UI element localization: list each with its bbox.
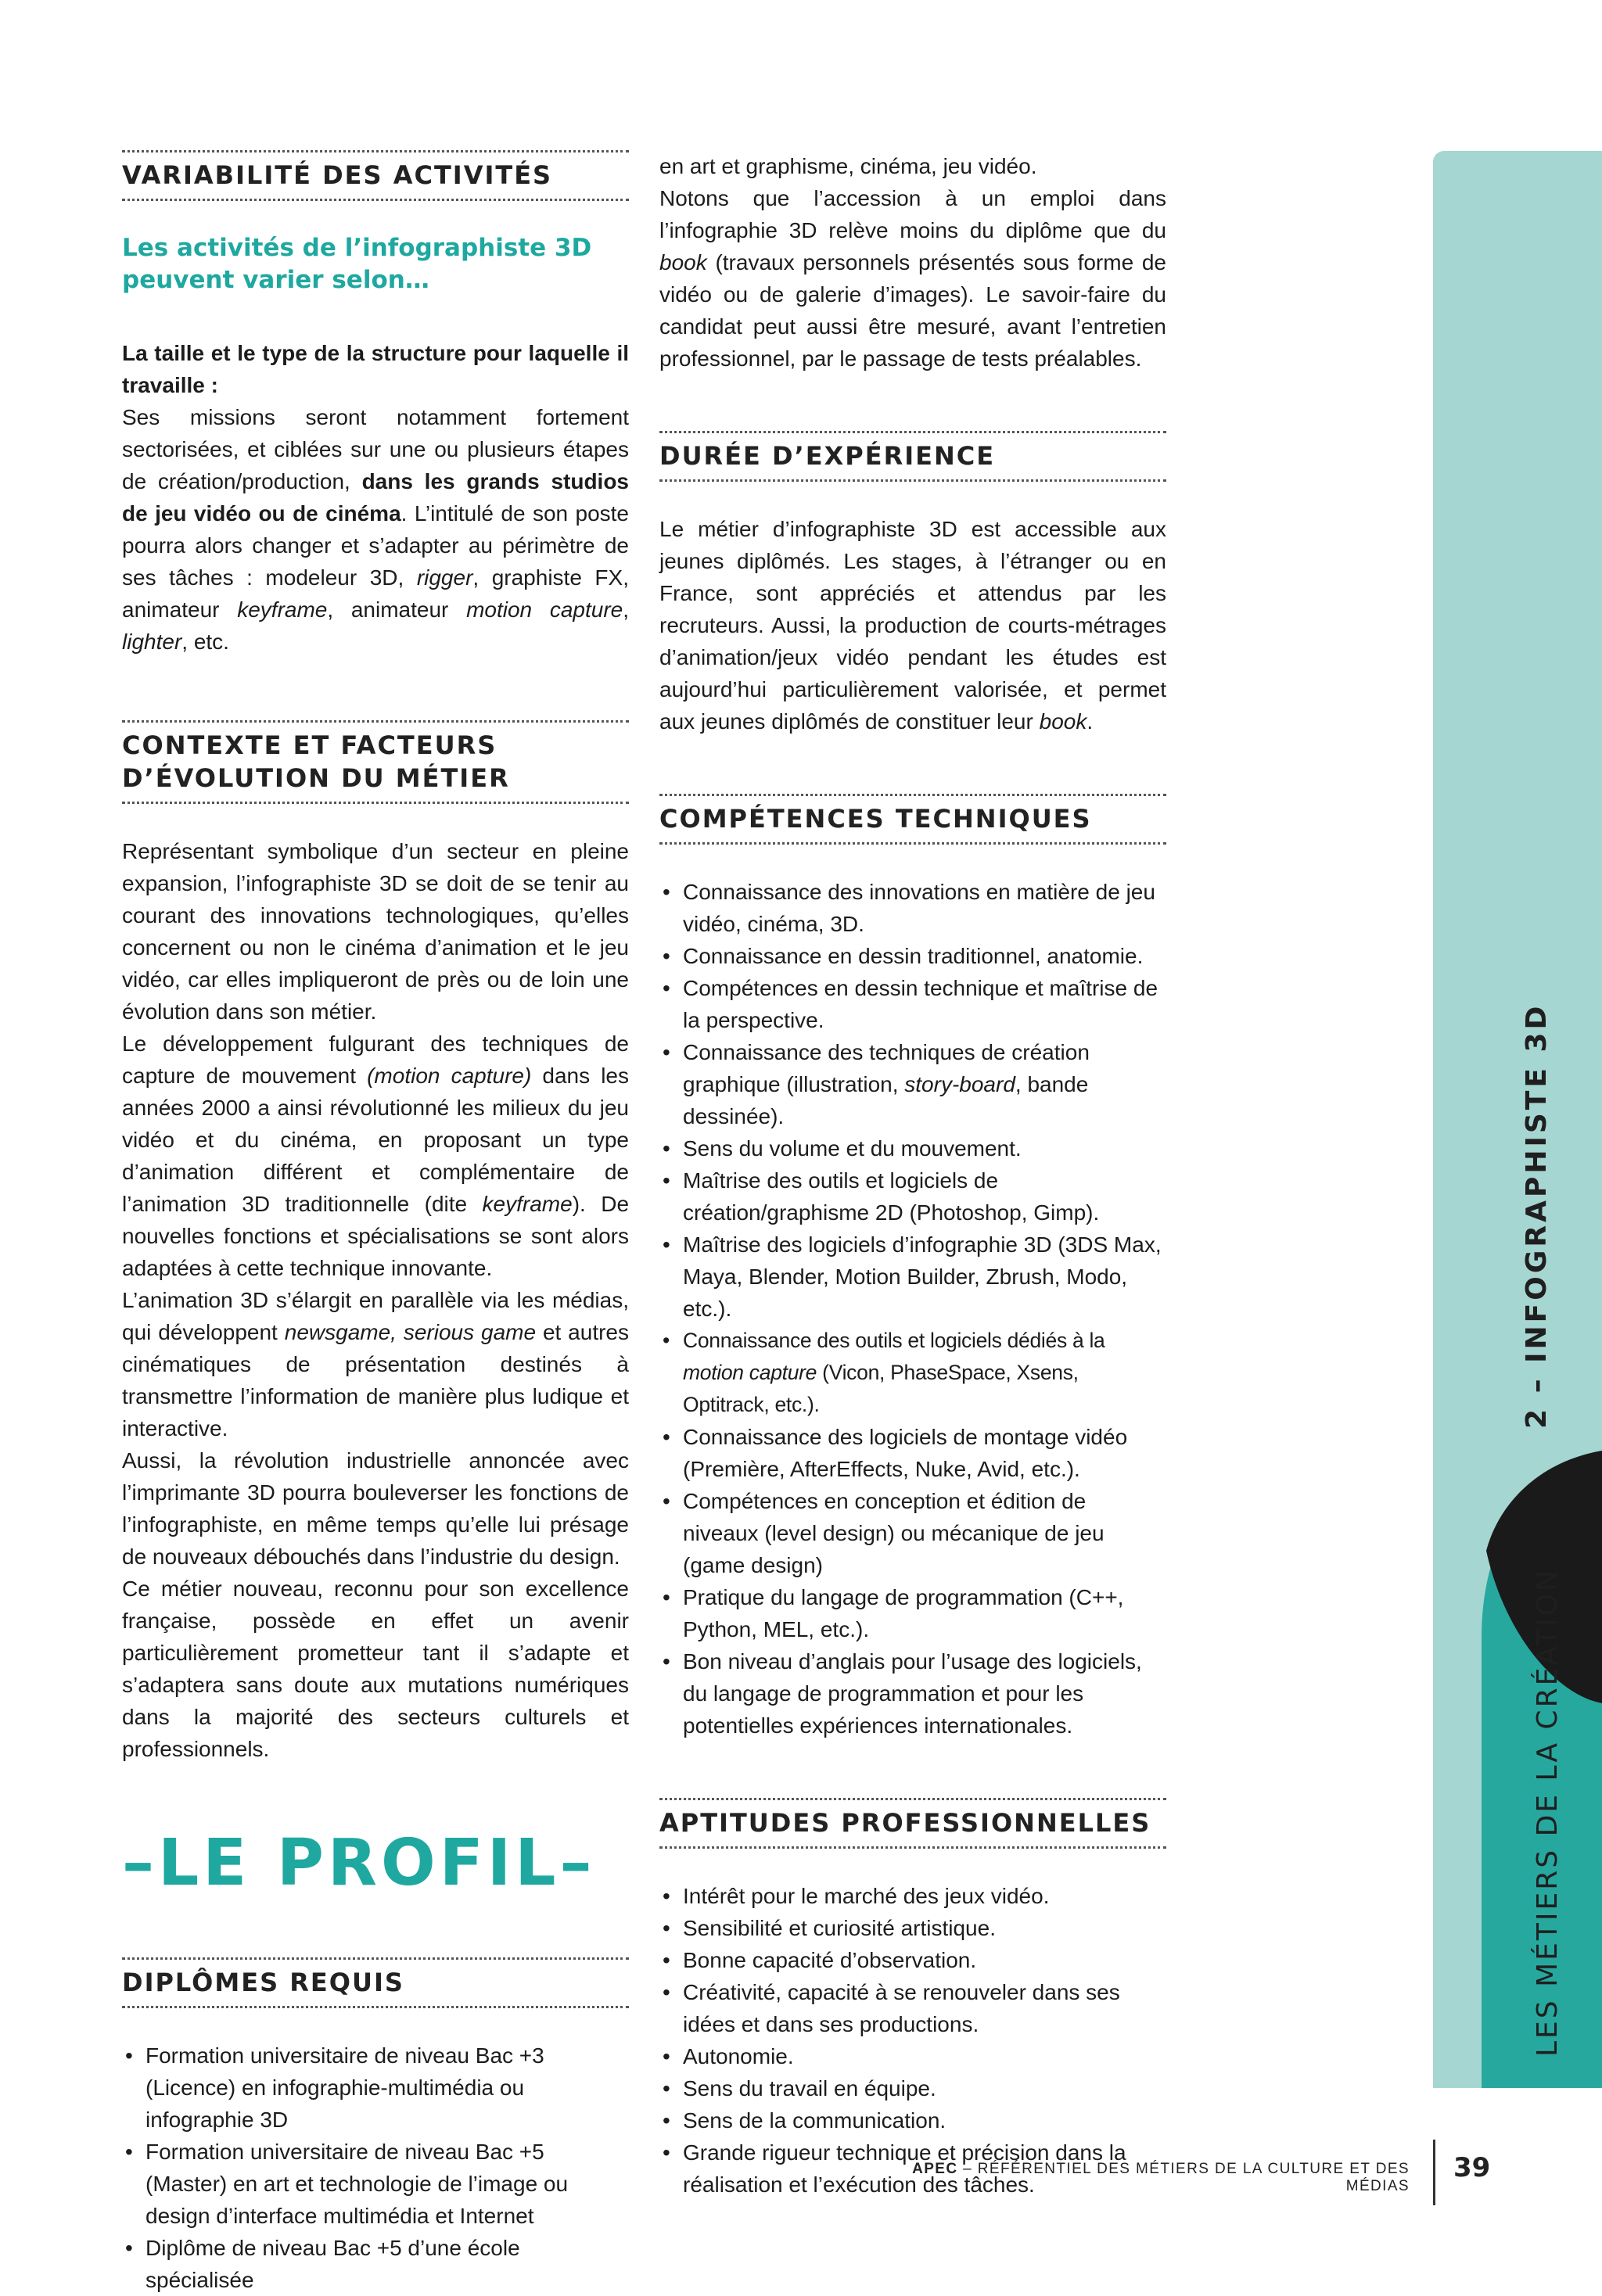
section-title-competences: COMPÉTENCES TECHNIQUES	[659, 794, 1166, 845]
list-item: • Connaissance des logiciels de montage vidéo (Première, AfterEffects, Nuke, Avid, etc.).	[659, 1421, 1166, 1485]
structure-paragraph: Ses missions seront notamment fortement sectorisées, et ciblées sur une ou plusieurs étapes de création/production, dans les grands studios de jeu vidéo ou de cinéma. L’intitulé de son poste pourra alors changer et s’adapter au périmètre de ses tâches : modeleur 3D, rigger, graphiste FX, animateur keyframe, animateur motion capture, lighter, etc.	[122, 405, 629, 654]
list-item: • Formation universitaire de niveau Bac +3 (Licence) en infographie-multimédia ou infographie 3D	[122, 2039, 629, 2136]
contexte-paragraph-3: L’animation 3D s’élargit en parallèle via les médias, qui développent newsgame, serious game et autres cinématiques de présentation destinés à transmettre l’information de manière plus ludique et interactive.	[122, 1288, 630, 1440]
page-number: 39	[1453, 2152, 1491, 2183]
list-item: • Autonomie.	[659, 2040, 1166, 2072]
list-item: • Sens du volume et du mouvement.	[659, 1132, 1166, 1164]
list-item: • Connaissance des outils et logiciels dédiés à la motion capture (Vicon, PhaseSpace, Xsens, Optitrack, etc.).	[659, 1325, 1166, 1421]
contexte-paragraph-2: Le développement fulgurant des techniques de capture de mouvement (motion capture) dans les années 2000 a ainsi révolutionné les milieux du jeu vidéo et du cinéma, en proposant un type d’animation différent et complémentaire de l’animation 3D traditionnelle (dite keyframe). De nouvelles fonctions et spécialisations se sont alors adaptées à cette technique innovante.	[122, 1031, 630, 1280]
competences-list	[659, 876, 1166, 1742]
list-item: • Créativité, capacité à se renouveler dans ses idées et dans ses productions.	[659, 1976, 1166, 2040]
list-item: • Diplôme de niveau Bac +5 d’une école spécialisée	[122, 2232, 629, 2296]
footer-divider	[1433, 2140, 1435, 2205]
contexte-paragraph-4: Aussi, la révolution industrielle annoncée avec l’imprimante 3D pourra bouleverser les fonctions de l’infographiste, en même temps qu’elle lui présage de nouveaux débouchés dans l’industrie du design.	[122, 1448, 629, 1569]
list-item: • Intérêt pour le marché des jeux vidéo.	[659, 1880, 1166, 1912]
list-item: • Sensibilité et curiosité artistique.	[659, 1912, 1166, 1944]
list-item: • Maîtrise des outils et logiciels de création/graphisme 2D (Photoshop, Gimp).	[659, 1164, 1166, 1229]
list-item: • Sens de la communication.	[659, 2104, 1166, 2136]
list-item: • Connaissance en dessin traditionnel, anatomie.	[659, 940, 1166, 972]
duree-paragraph: Le métier d’infographiste 3D est accessible aux jeunes diplômés. Les stages, à l’étranger ou en France, sont appréciés et attendus par les recruteurs. Aussi, la production de courts-métrages d’animation/jeux vidéo pendant les études est aujourd’hui particulièrement valorisée, et permet aux jeunes diplômés de constituer leur book.	[659, 517, 1166, 734]
list-item: • Compétences en dessin technique et maîtrise de la perspective.	[659, 972, 1166, 1036]
structure-label: La taille et le type de la structure pour laquelle il travaille :	[122, 341, 629, 397]
list-item: • Grande rigueur technique et précision dans la réalisation et l’exécution des tâches.	[659, 2136, 1166, 2201]
right-column	[659, 150, 1166, 2201]
continuation-line: en art et graphisme, cinéma, jeu vidéo.	[659, 154, 1037, 178]
list-item: • Pratique du langage de programmation (C++, Python, MEL, etc.).	[659, 1581, 1166, 1645]
list-item: • Bon niveau d’anglais pour l’usage des logiciels, du langage de programmation et pour les potentielles expériences internationales.	[659, 1645, 1166, 1742]
section-title-variabilite: VARIABILITÉ DES ACTIVITÉS	[122, 150, 629, 201]
contexte-paragraph-1: Représentant symbolique d’un secteur en pleine expansion, l’infographiste 3D se doit de se tenir au courant des innovations technologiques, qu’elles concernent ou non le cinéma d’animation et le jeu vidéo, car elles impliqueront de près ou de loin une évolution dans son métier.	[122, 839, 629, 1024]
section-title-diplomes: DIPLÔMES REQUIS	[122, 1957, 629, 2008]
section-title-contexte: CONTEXTE ET FACTEURS D’ÉVOLUTION DU MÉTIER	[122, 720, 629, 804]
contexte-paragraph-5: Ce métier nouveau, reconnu pour son excellence française, possède en effet un avenir particulièrement prometteur tant il s’adapte et s’adaptera sans doute aux mutations numériques dans la majorité des secteurs culturels et professionnels.	[122, 1577, 629, 1761]
chapter-side-tab	[1433, 151, 1602, 2088]
chapter-label: 2 – INFOGRAPHISTE 3D	[1521, 1003, 1553, 1429]
list-item: • Connaissance des techniques de création graphique (illustration, story-board, bande dessinée).	[659, 1036, 1166, 1132]
list-item: • Connaissance des innovations en matière de jeu vidéo, cinéma, 3D.	[659, 876, 1166, 940]
profil-heading: –LE PROFIL–	[122, 1826, 596, 1900]
section-lead: Les activités de l’infographiste 3D peuvent varier selon…	[122, 234, 592, 294]
continuation-paragraph: Notons que l’accession à un emploi dans l’infographie 3D relève moins du diplôme que du book (travaux personnels présentés sous forme de vidéo ou de galerie d’images). Le savoir-faire du candidat peut aussi être mesuré, avant l’entretien professionnel, par le passage de tests préalables.	[659, 186, 1166, 371]
list-item: • Maîtrise des logiciels d’infographie 3D (3DS Max, Maya, Blender, Motion Builder, Zbrush, Modo, etc.).	[659, 1229, 1166, 1325]
list-item: • Bonne capacité d’observation.	[659, 1944, 1166, 1976]
section-label: LES MÉTIERS DE LA CRÉATION	[1532, 1567, 1564, 2057]
page-footer: APEC – RÉFÉRENTIEL DES MÉTIERS DE LA CULTURE ET DES MÉDIAS	[912, 2161, 1410, 2194]
left-column	[122, 150, 629, 2296]
diplomes-list	[122, 2039, 629, 2296]
list-item: • Sens du travail en équipe.	[659, 2072, 1166, 2104]
aptitudes-list	[659, 1880, 1166, 2201]
side-tab-shapes	[1433, 151, 1602, 2088]
section-title-duree: DURÉE D’EXPÉRIENCE	[659, 431, 1166, 482]
section-title-aptitudes: APTITUDES PROFESSIONNELLES	[659, 1798, 1166, 1849]
list-item: • Compétences en conception et édition de niveaux (level design) ou mécanique de jeu (game design)	[659, 1485, 1166, 1581]
list-item: • Formation universitaire de niveau Bac +5 (Master) en art et technologie de l’image ou design d’interface multimédia et Internet	[122, 2136, 629, 2232]
